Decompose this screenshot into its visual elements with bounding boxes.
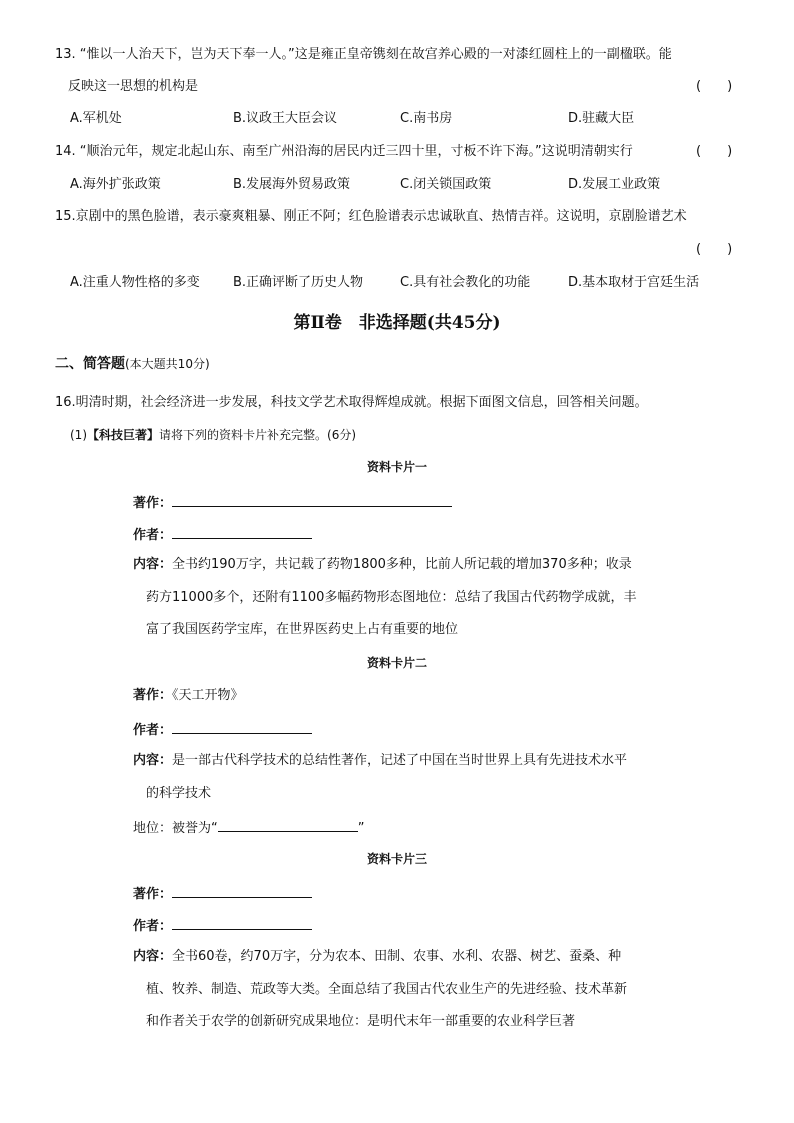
card3-author-row bbox=[133, 915, 312, 936]
q13-stem-line2: 反映这一思想的机构是 bbox=[68, 79, 199, 94]
card2-work-value: 《天工开物》 bbox=[172, 688, 244, 703]
card3-work-label: 著作： bbox=[133, 887, 173, 902]
q14-option-a[interactable]: A.海外扩张政策 bbox=[70, 177, 161, 192]
q14-stem: 14. “顺治元年，规定北起山东、南至广州沿海的居民内迁三四十里，寸板不许下海。”这说明清朝实行 bbox=[55, 144, 633, 159]
q14-option-b[interactable]: B.发展海外贸易政策 bbox=[233, 177, 351, 192]
card3-content-label: 内容： bbox=[133, 949, 173, 964]
card1-content-row1 bbox=[133, 556, 632, 574]
card2-status-end: ” bbox=[357, 821, 365, 836]
q15-option-a[interactable]: A.注重人物性格的多变 bbox=[70, 275, 200, 290]
card1-content-label: 内容： bbox=[133, 557, 173, 572]
q16-sub1-prefix: (1) bbox=[70, 428, 87, 442]
q16-sub1 bbox=[70, 426, 356, 444]
part2-title: 第Ⅱ卷 非选择题(共45分) bbox=[293, 313, 501, 333]
section-note: (本大题共10分) bbox=[125, 357, 210, 371]
q13-answer-paren[interactable]: ( ) bbox=[696, 79, 733, 94]
card3-content-line3: 和作者关于农学的创新研究成果地位：是明代末年一部重要的农业科学巨著 bbox=[146, 1014, 576, 1029]
q14-answer-paren[interactable]: ( ) bbox=[696, 144, 733, 159]
q13-option-a[interactable]: A.军机处 bbox=[70, 111, 122, 126]
q16-sub1-topic: 【科技巨著】 bbox=[87, 428, 160, 442]
card1-work-blank[interactable] bbox=[172, 492, 452, 507]
card2-author-label: 作者： bbox=[133, 723, 173, 738]
card3-work-blank[interactable] bbox=[172, 883, 312, 898]
card3-author-blank[interactable] bbox=[172, 915, 312, 930]
q15-option-d[interactable]: D.基本取材于宫廷生活 bbox=[568, 275, 700, 290]
q15-stem: 15.京剧中的黑色脸谱，表示豪爽粗暴、刚正不阿；红色脸谱表示忠诚耿直、热情吉祥。这说明，京剧脸谱艺术 bbox=[55, 209, 687, 224]
q15-option-b[interactable]: B.正确评断了历史人物 bbox=[233, 275, 364, 290]
card3-content-line1: 全书60卷，约70万字，分为农本、田制、农事、水利、农器、树艺、蚕桑、种 bbox=[172, 949, 622, 964]
card1-author-label: 作者： bbox=[133, 528, 173, 543]
card3-work-row bbox=[133, 883, 312, 904]
card2-status-row bbox=[133, 817, 365, 838]
card1-work-label: 著作： bbox=[133, 496, 173, 511]
q14-option-c[interactable]: C.闭关锁国政策 bbox=[400, 177, 492, 192]
card2-content-line1: 是一部古代科学技术的总结性著作，记述了中国在当时世界上具有先进技术水平 bbox=[172, 753, 628, 768]
card2-work-row bbox=[133, 687, 244, 705]
q15-option-c[interactable]: C.具有社会教化的功能 bbox=[400, 275, 531, 290]
card1-title: 资料卡片一 bbox=[366, 460, 427, 474]
card1-work-row bbox=[133, 492, 452, 513]
card1-author-row bbox=[133, 524, 312, 545]
card2-author-blank[interactable] bbox=[172, 719, 312, 734]
card2-author-row bbox=[133, 719, 312, 740]
card2-title: 资料卡片二 bbox=[366, 656, 427, 670]
q13-option-d[interactable]: D.驻藏大臣 bbox=[568, 111, 635, 126]
card2-status-blank[interactable] bbox=[218, 817, 358, 832]
q13-option-c[interactable]: C.南书房 bbox=[400, 111, 453, 126]
card3-content-line2: 植、牧养、制造、荒政等大类。全面总结了我国古代农业生产的先进经验、技术革新 bbox=[146, 982, 628, 997]
card3-title: 资料卡片三 bbox=[366, 852, 427, 866]
card1-content-line1: 全书约190万字，共记载了药物1800多种，比前人所记载的增加370多种；收录 bbox=[172, 557, 632, 572]
card2-content-line2: 的科学技术 bbox=[146, 786, 212, 801]
q13-option-b[interactable]: B.议政王大臣会议 bbox=[233, 111, 338, 126]
q16-sub1-instruction: 请将下列的资料卡片补充完整。(6分) bbox=[159, 428, 357, 442]
card3-author-label: 作者： bbox=[133, 919, 173, 934]
card2-content-row1 bbox=[133, 752, 627, 770]
card2-status-label: 地位：被誉为“ bbox=[133, 821, 218, 836]
card1-author-blank[interactable] bbox=[172, 524, 312, 539]
card2-content-label: 内容： bbox=[133, 753, 173, 768]
section-label: 二、简答题 bbox=[55, 356, 125, 372]
card1-content-line2: 药方11000多个，还附有1100多幅药物形态图地位：总结了我国古代药物学成就，丰 bbox=[146, 590, 637, 605]
card1-content-line3: 富了我国医药学宝库，在世界医药史上占有重要的地位 bbox=[146, 622, 459, 637]
card2-work-label: 著作： bbox=[133, 688, 173, 703]
q14-option-d[interactable]: D.发展工业政策 bbox=[568, 177, 661, 192]
section-heading bbox=[55, 354, 210, 374]
q13-stem-line1: 13. “惟以一人治天下，岂为天下奉一人。”这是雍正皇帝镌刻在故宫养心殿的一对漆红圆柱上的一副楹联。能 bbox=[55, 47, 672, 62]
q16-stem: 16.明清时期，社会经济进一步发展，科技文学艺术取得辉煌成就。根据下面图文信息，回答相关问题。 bbox=[55, 395, 648, 410]
q15-answer-paren[interactable]: ( ) bbox=[696, 242, 733, 257]
card3-content-row1 bbox=[133, 948, 621, 966]
